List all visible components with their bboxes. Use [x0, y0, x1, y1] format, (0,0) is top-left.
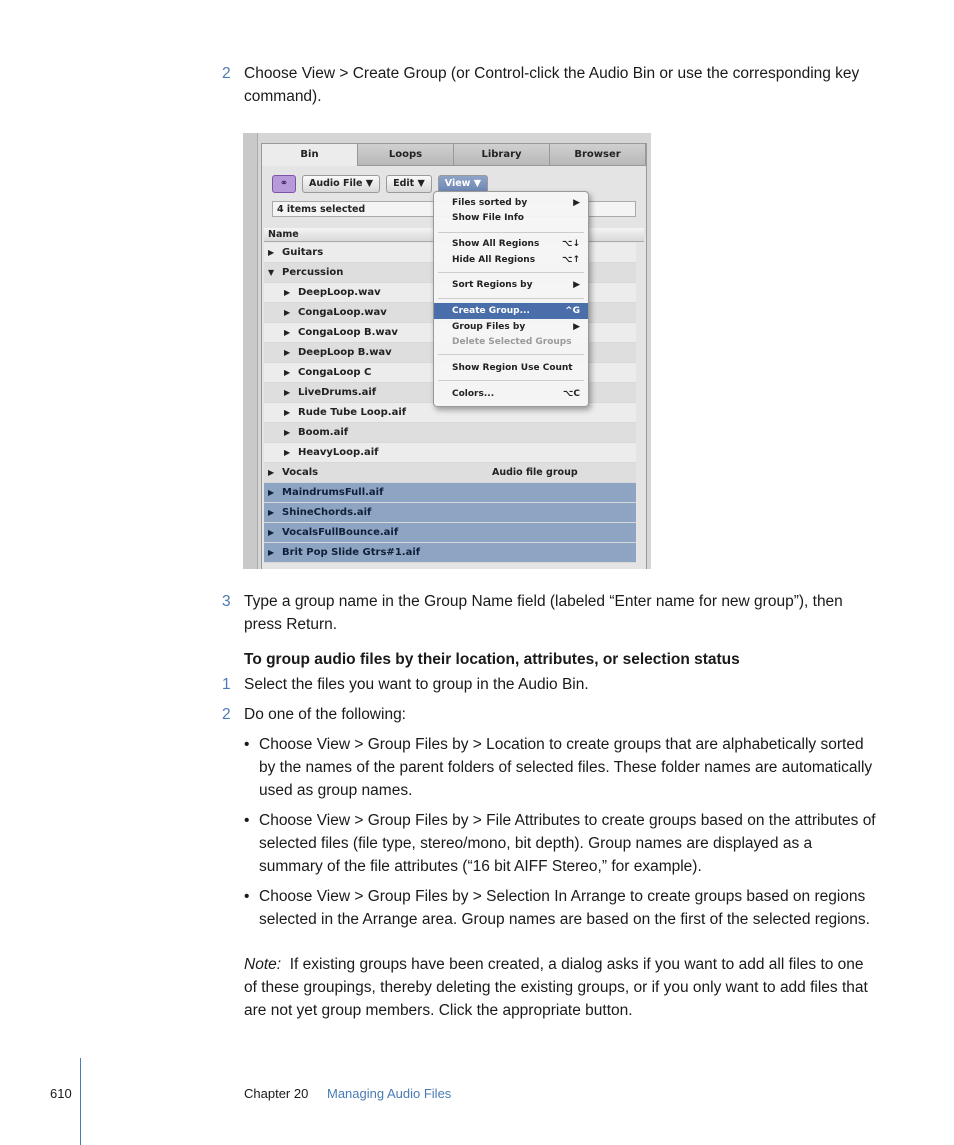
- bullet-marker: •: [244, 812, 250, 829]
- step-2b: [222, 703, 877, 726]
- step-number: 2: [222, 706, 231, 723]
- step-3: [222, 590, 877, 636]
- row-label: Vocals: [282, 467, 319, 478]
- row-label: VocalsFullBounce.aif: [282, 527, 399, 538]
- bullet-text: Choose View > Group Files by > Location to create groups that are alphabetically sorted by the names of the parent folders of selected files. These folder names are automatically used as group names.: [259, 736, 873, 799]
- dropdown-arrow-icon: ▼: [365, 178, 374, 189]
- step-number: 2: [222, 65, 231, 82]
- disclosure-closed-icon[interactable]: ▶: [284, 288, 291, 297]
- menu-item-create-group[interactable]: [434, 303, 588, 319]
- submenu-arrow-icon: ▶: [573, 280, 580, 290]
- row-label: Brit Pop Slide Gtrs#1.aif: [282, 547, 421, 558]
- menu-item-show-all-regions[interactable]: [434, 236, 588, 252]
- disclosure-closed-icon[interactable]: ▶: [268, 508, 275, 517]
- menu-item-label: Delete Selected Groups: [452, 337, 572, 347]
- disclosure-closed-icon[interactable]: ▶: [284, 328, 291, 337]
- menu-item-label: Show File Info: [452, 213, 524, 223]
- row-label: CongaLoop B.wav: [298, 327, 398, 338]
- chapter-title: Managing Audio Files: [327, 1086, 452, 1101]
- menu-item-colors[interactable]: [434, 386, 588, 402]
- disclosure-closed-icon[interactable]: ▶: [268, 488, 275, 497]
- page-number: 610: [50, 1086, 72, 1101]
- group-label: Audio file group: [492, 467, 578, 478]
- shortcut-label: ⌥↓: [562, 239, 580, 249]
- disclosure-open-icon[interactable]: ▼: [268, 268, 275, 277]
- row-label: DeepLoop.wav: [298, 287, 381, 298]
- file-row[interactable]: [264, 483, 636, 503]
- edit-label: Edit: [393, 178, 415, 189]
- tab-loops[interactable]: Loops: [358, 144, 454, 166]
- name-column-header[interactable]: Name: [264, 228, 644, 242]
- step-number: 1: [222, 676, 231, 693]
- note-text: If existing groups have been created, a dialog asks if you want to add all files to one of these groupings, thereby deleting the existing groups, or if you only want to add files that are not yet group members. Click the appropriate button.: [244, 956, 868, 1019]
- view-menu: [433, 191, 589, 407]
- menu-separator: [438, 232, 584, 233]
- menu-separator: [438, 298, 584, 299]
- submenu-arrow-icon: ▶: [573, 198, 580, 208]
- note-paragraph: [244, 953, 880, 1022]
- note-label: Note:: [244, 956, 282, 973]
- row-label: LiveDrums.aif: [298, 387, 377, 398]
- dropdown-arrow-icon: ▼: [473, 178, 482, 189]
- step-1: [222, 673, 877, 696]
- menu-item-label: Sort Regions by: [452, 280, 533, 290]
- disclosure-closed-icon[interactable]: ▶: [284, 448, 291, 457]
- menu-item-label: Hide All Regions: [452, 255, 536, 265]
- shortcut-label: ⌥C: [563, 389, 580, 399]
- bullet-item: [244, 733, 876, 802]
- dropdown-arrow-icon: ▼: [417, 178, 425, 189]
- step-2: [222, 62, 877, 108]
- step-text: Type a group name in the Group Name field (labeled “Enter name for new group”), then press Return.: [244, 593, 843, 633]
- tab-bin[interactable]: Bin: [262, 144, 358, 166]
- bullet-text: Choose View > Group Files by > Selection In Arrange to create groups based on regions selected in the Arrange area. Group names are based on the first of the selected regions.: [259, 888, 870, 928]
- disclosure-closed-icon[interactable]: ▶: [284, 368, 291, 377]
- menu-item-hide-all-regions[interactable]: [434, 252, 588, 268]
- bullet-item: [244, 885, 876, 931]
- step-text: Select the files you want to group in the Audio Bin.: [244, 676, 589, 693]
- row-label: Boom.aif: [298, 427, 349, 438]
- step-number: 3: [222, 593, 231, 610]
- step-text: Do one of the following:: [244, 706, 406, 723]
- disclosure-closed-icon[interactable]: ▶: [268, 468, 275, 477]
- audio-file-menu-button[interactable]: [302, 175, 380, 193]
- menu-separator: [438, 380, 584, 381]
- disclosure-closed-icon[interactable]: ▶: [268, 248, 275, 257]
- tab-library[interactable]: Library: [454, 144, 550, 166]
- menu-item-group-files-by[interactable]: [434, 319, 588, 335]
- menu-item-files-sorted-by[interactable]: [434, 195, 588, 211]
- file-row[interactable]: [264, 523, 636, 543]
- row-label: HeavyLoop.aif: [298, 447, 379, 458]
- bullet-marker: •: [244, 888, 250, 905]
- disclosure-closed-icon[interactable]: ▶: [284, 388, 291, 397]
- disclosure-closed-icon[interactable]: ▶: [268, 528, 275, 537]
- menu-item-label: Colors...: [452, 389, 495, 399]
- row-label: CongaLoop C: [298, 367, 372, 378]
- view-label: View: [444, 178, 471, 189]
- step-text: Choose View > Create Group (or Control-click the Audio Bin or use the corresponding key command).: [244, 65, 860, 105]
- file-row[interactable]: [264, 543, 636, 563]
- left-edge-strip: [243, 133, 258, 569]
- row-label: CongaLoop.wav: [298, 307, 387, 318]
- row-label: Guitars: [282, 247, 324, 258]
- row-label: MaindrumsFull.aif: [282, 487, 384, 498]
- file-row[interactable]: [264, 503, 636, 523]
- row-label: Percussion: [282, 267, 344, 278]
- bullet-item: [244, 809, 876, 878]
- disclosure-closed-icon[interactable]: ▶: [284, 408, 291, 417]
- menu-item-label: Create Group...: [452, 306, 530, 316]
- selection-info-field: 4 items selected: [272, 201, 636, 217]
- menu-item-label: Show Region Use Count: [452, 363, 573, 373]
- file-row[interactable]: [264, 423, 636, 443]
- menu-item-delete-selected-groups: [434, 334, 588, 350]
- submenu-arrow-icon: ▶: [573, 322, 580, 332]
- menu-item-label: Group Files by: [452, 322, 526, 332]
- tab-browser[interactable]: Browser: [550, 144, 646, 166]
- section-heading: To group audio files by their location, attributes, or selection status: [244, 651, 740, 668]
- row-label: Rude Tube Loop.aif: [298, 407, 407, 418]
- edit-menu-button[interactable]: [386, 175, 432, 193]
- row-label: DeepLoop B.wav: [298, 347, 392, 358]
- shortcut-label: ^G: [565, 306, 580, 316]
- group-row[interactable]: [264, 463, 636, 483]
- menu-item-show-file-info[interactable]: [434, 210, 588, 226]
- audio-file-label: Audio File: [309, 178, 363, 189]
- row-label: ShineChords.aif: [282, 507, 372, 518]
- footer-divider: [80, 1058, 81, 1145]
- menu-item-sort-regions-by[interactable]: [434, 277, 588, 293]
- menu-item-show-region-use-count[interactable]: [434, 360, 588, 376]
- link-icon[interactable]: ⚭: [272, 175, 296, 193]
- file-row[interactable]: [264, 443, 636, 463]
- bullet-text: Choose View > Group Files by > File Attributes to create groups based on the attributes of selected files (file type, stereo/mono, bit depth). Group names are displayed as a summary of the file attributes (“16 bit AIFF Stereo,” for example).: [259, 812, 876, 875]
- bullet-marker: •: [244, 736, 250, 753]
- menu-item-label: Files sorted by: [452, 198, 528, 208]
- menu-item-label: Show All Regions: [452, 239, 540, 249]
- menu-separator: [438, 354, 584, 355]
- disclosure-closed-icon[interactable]: ▶: [284, 348, 291, 357]
- tab-bar: [262, 144, 646, 166]
- shortcut-label: ⌥↑: [562, 255, 580, 265]
- disclosure-closed-icon[interactable]: ▶: [284, 308, 291, 317]
- disclosure-closed-icon[interactable]: ▶: [268, 548, 275, 557]
- disclosure-closed-icon[interactable]: ▶: [284, 428, 291, 437]
- chapter-label: Chapter 20: [244, 1086, 309, 1101]
- menu-separator: [438, 272, 584, 273]
